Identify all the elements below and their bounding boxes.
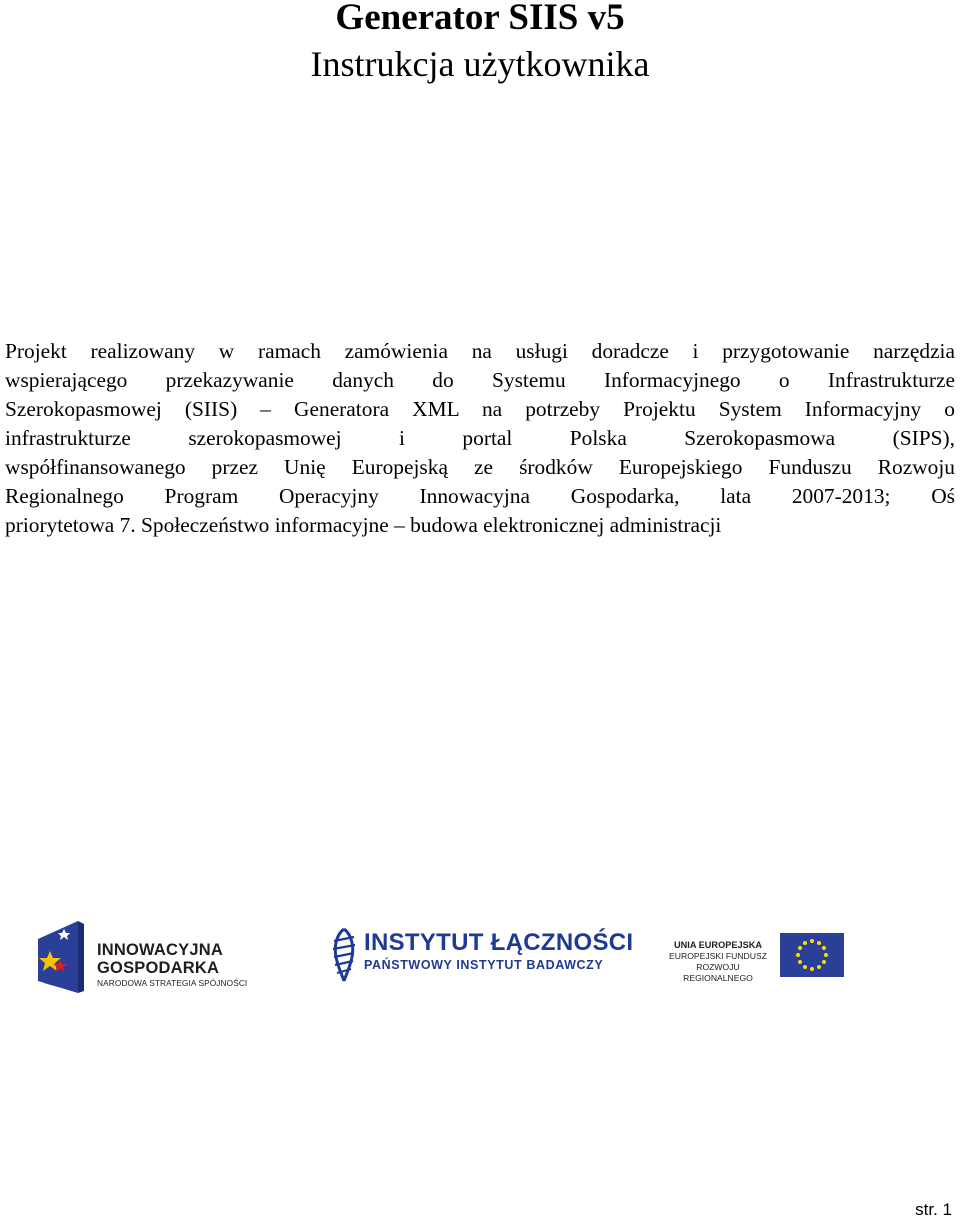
innowacyjna-gospodarka-logo xyxy=(38,921,253,993)
innowacyjna-gospodarka-emblem-icon xyxy=(38,921,94,993)
paragraph-line: Regionalnego Program Operacyjny Innowacyjna Gospodarka, lata 2007-2013; Oś xyxy=(5,484,955,508)
funding-logos-bar xyxy=(0,915,960,1005)
gospodarka-label: GOSPODARKA xyxy=(97,959,220,977)
instytut-lacznosci-emblem-icon xyxy=(330,927,358,983)
unia-europejska-label: UNIA EUROPEJSKA xyxy=(674,940,762,950)
paragraph-line: Projekt realizowany w ramach zamówienia na usługi doradcze i przygotowanie narzędzia xyxy=(5,339,955,363)
paragraph-line: wspierającego przekazywanie danych do Systemu Informacyjnego o Infrastrukturze xyxy=(5,368,955,392)
eu-flag-icon xyxy=(780,933,844,977)
instytut-lacznosci-label: INSTYTUT ŁĄCZNOŚCI xyxy=(364,929,634,956)
project-description-paragraph xyxy=(5,337,955,540)
instytut-lacznosci-logo xyxy=(330,927,635,983)
innowacyjna-label: INNOWACYJNA xyxy=(97,941,223,959)
europejski-fundusz-label: EUROPEJSKI FUNDUSZ xyxy=(669,951,767,961)
document-title: Generator SIIS v5 xyxy=(335,0,625,38)
page-number: str. 1 xyxy=(915,1200,952,1219)
strategia-label: NARODOWA STRATEGIA SPÓJNOŚCI xyxy=(97,978,248,988)
paragraph-line: współfinansowanego przez Unię Europejską ze środków Europejskiego Funduszu Rozwoju xyxy=(5,455,955,479)
eu-fund-logo xyxy=(662,933,848,983)
panstwowy-instytut-label: PAŃSTWOWY INSTYTUT BADAWCZY xyxy=(364,958,604,972)
paragraph-line: priorytetowa 7. Społeczeństwo informacyjne – budowa elektronicznej administracji xyxy=(5,513,722,537)
rozwoju-regionalnego-label: ROZWOJU REGIONALNEGO xyxy=(683,962,753,983)
document-subtitle: Instrukcja użytkownika xyxy=(310,44,650,84)
paragraph-line: Szerokopasmowej (SIIS) – Generatora XML na potrzeby Projektu System Informacyjny o xyxy=(5,397,955,421)
paragraph-line: infrastrukturze szerokopasmowej i portal Polska Szerokopasmowa (SIPS), xyxy=(5,426,955,450)
